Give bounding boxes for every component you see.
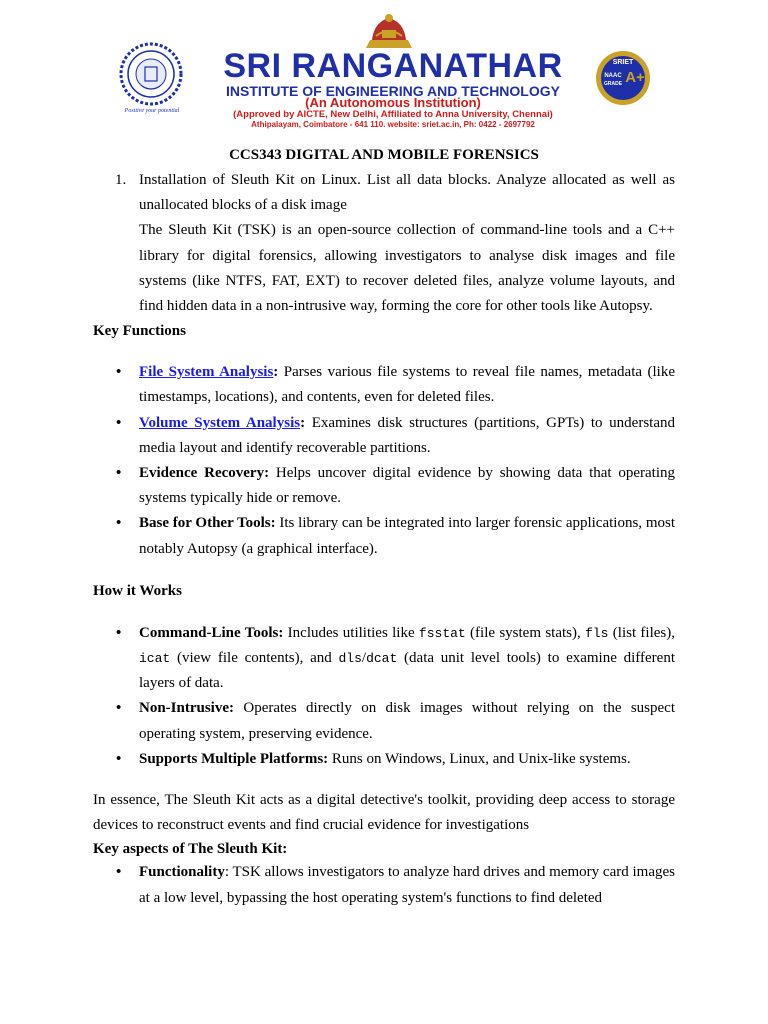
bullet: •	[116, 465, 122, 482]
code-fsstat: fsstat	[418, 625, 466, 641]
item-text: Runs on Windows, Linux, and Unix-like systems.	[328, 750, 631, 767]
badge-grade-text: GRADE	[603, 81, 623, 87]
list-item	[93, 461, 675, 511]
item-label: Non-Intrusive:	[139, 700, 235, 717]
item-text: Parses various file systems to reveal file names, metadata (like timestamps, locations), and contents, even for deleted files.	[139, 364, 675, 406]
code-icat: icat	[139, 651, 171, 667]
slash: /	[361, 650, 367, 667]
item-label: Supports Multiple Platforms:	[139, 750, 329, 767]
separator: :	[300, 414, 306, 431]
exercise-item	[93, 168, 675, 218]
item-label: Evidence Recovery:	[139, 465, 270, 482]
key-aspects-list	[93, 860, 675, 910]
code-fls: fls	[585, 625, 609, 641]
bullet: •	[116, 364, 122, 381]
institution-seal-icon	[116, 42, 186, 112]
crest-emblem-icon	[362, 12, 416, 52]
volume-system-analysis-link[interactable]: Volume System Analysis	[139, 414, 301, 431]
list-item	[93, 411, 675, 461]
bullet: •	[116, 750, 122, 767]
bullet: •	[116, 624, 122, 641]
naac-badge	[595, 50, 651, 106]
item-text: Its library can be integrated into larger forensic applications, most notably Autopsy (a graphical interface).	[139, 515, 675, 557]
item-text: (view file contents), and	[170, 650, 339, 667]
exercise-text: Installation of Sleuth Kit on Linux. List all data blocks. Analyze allocated as well as unallocated blocks of a disk image	[139, 172, 675, 214]
institution-subtitle: INSTITUTE OF ENGINEERING AND TECHNOLOGY	[226, 83, 560, 99]
how-it-works-list	[93, 621, 675, 772]
list-item	[93, 621, 675, 697]
autonomous-label: (An Autonomous Institution)	[305, 95, 481, 110]
list-item	[93, 860, 675, 910]
badge-naac-text: NAAC	[604, 73, 622, 79]
list-item	[93, 696, 675, 746]
item-text: (data unit level tools) to examine different layers of data.	[139, 650, 675, 692]
badge-rating-text: A+	[625, 69, 645, 86]
item-text: Examines disk structures (partitions, GPTs) to understand media layout and identify recoverable partitions.	[139, 414, 675, 456]
item-text: Helps uncover digital evidence by showing data that operating systems typically hide or remove.	[139, 465, 675, 507]
bullet: •	[116, 515, 122, 532]
list-item	[93, 747, 675, 772]
essence-paragraph: In essence, The Sleuth Kit acts as a digital detective's toolkit, providing deep access to storage devices to reconstruct events and find crucial evidence for investigations	[93, 792, 675, 834]
institution-header	[110, 12, 655, 132]
item-label: Functionality	[139, 864, 225, 881]
document-body	[93, 143, 675, 911]
badge-top-text: SRIET	[612, 59, 634, 66]
bullet: •	[116, 700, 122, 717]
institution-name: SRI RANGANATHAR	[223, 47, 563, 85]
bullet: •	[116, 864, 122, 881]
how-it-works-heading: How it Works	[93, 582, 182, 599]
approval-line: (Approved by AICTE, New Delhi, Affiliated to Anna University, Chennai)	[233, 109, 553, 120]
list-item	[93, 511, 675, 561]
bullet: •	[116, 414, 122, 431]
item-label: Command-Line Tools:	[139, 624, 284, 641]
list-item	[93, 360, 675, 410]
key-aspects-heading: Key aspects of The Sleuth Kit:	[93, 841, 288, 858]
seal-motto: Positive your potential	[124, 108, 180, 114]
file-system-analysis-link[interactable]: File System Analysis	[139, 364, 274, 381]
address-line: Athipalayam, Coimbatore - 641 110. website: sriet.ac.in, Ph: 0422 - 2697792	[251, 120, 535, 129]
document-title: CCS343 DIGITAL AND MOBILE FORENSICS	[229, 147, 539, 163]
item-text: : TSK allows investigators to analyze hard drives and memory card images at a low level, bypassing the host operating system's functions to find deleted	[139, 864, 675, 906]
intro-paragraph: The Sleuth Kit (TSK) is an open-source collection of command-line tools and a C++ library for digital forensics, allowing investigators to analyse disk images and file systems (like NTFS, FAT, EXT) to recover deleted files, analyze volume layouts, and find hidden data in a non-intrusive way, forming the core for other tools like Autopsy.	[139, 222, 675, 315]
item-label: Base for Other Tools:	[139, 515, 276, 532]
item-text: Operates directly on disk images without relying on the suspect operating system, preserving evidence.	[139, 700, 675, 742]
item-text: Includes utilities like	[283, 624, 419, 641]
item-text: (file system stats),	[465, 624, 586, 641]
key-functions-heading: Key Functions	[93, 323, 186, 340]
key-functions-list	[93, 360, 675, 562]
separator: :	[273, 364, 279, 381]
exercise-number: 1.	[115, 172, 127, 188]
code-dls: dls	[338, 651, 362, 667]
code-dcat: dcat	[366, 651, 398, 667]
item-text: (list files),	[608, 624, 675, 641]
